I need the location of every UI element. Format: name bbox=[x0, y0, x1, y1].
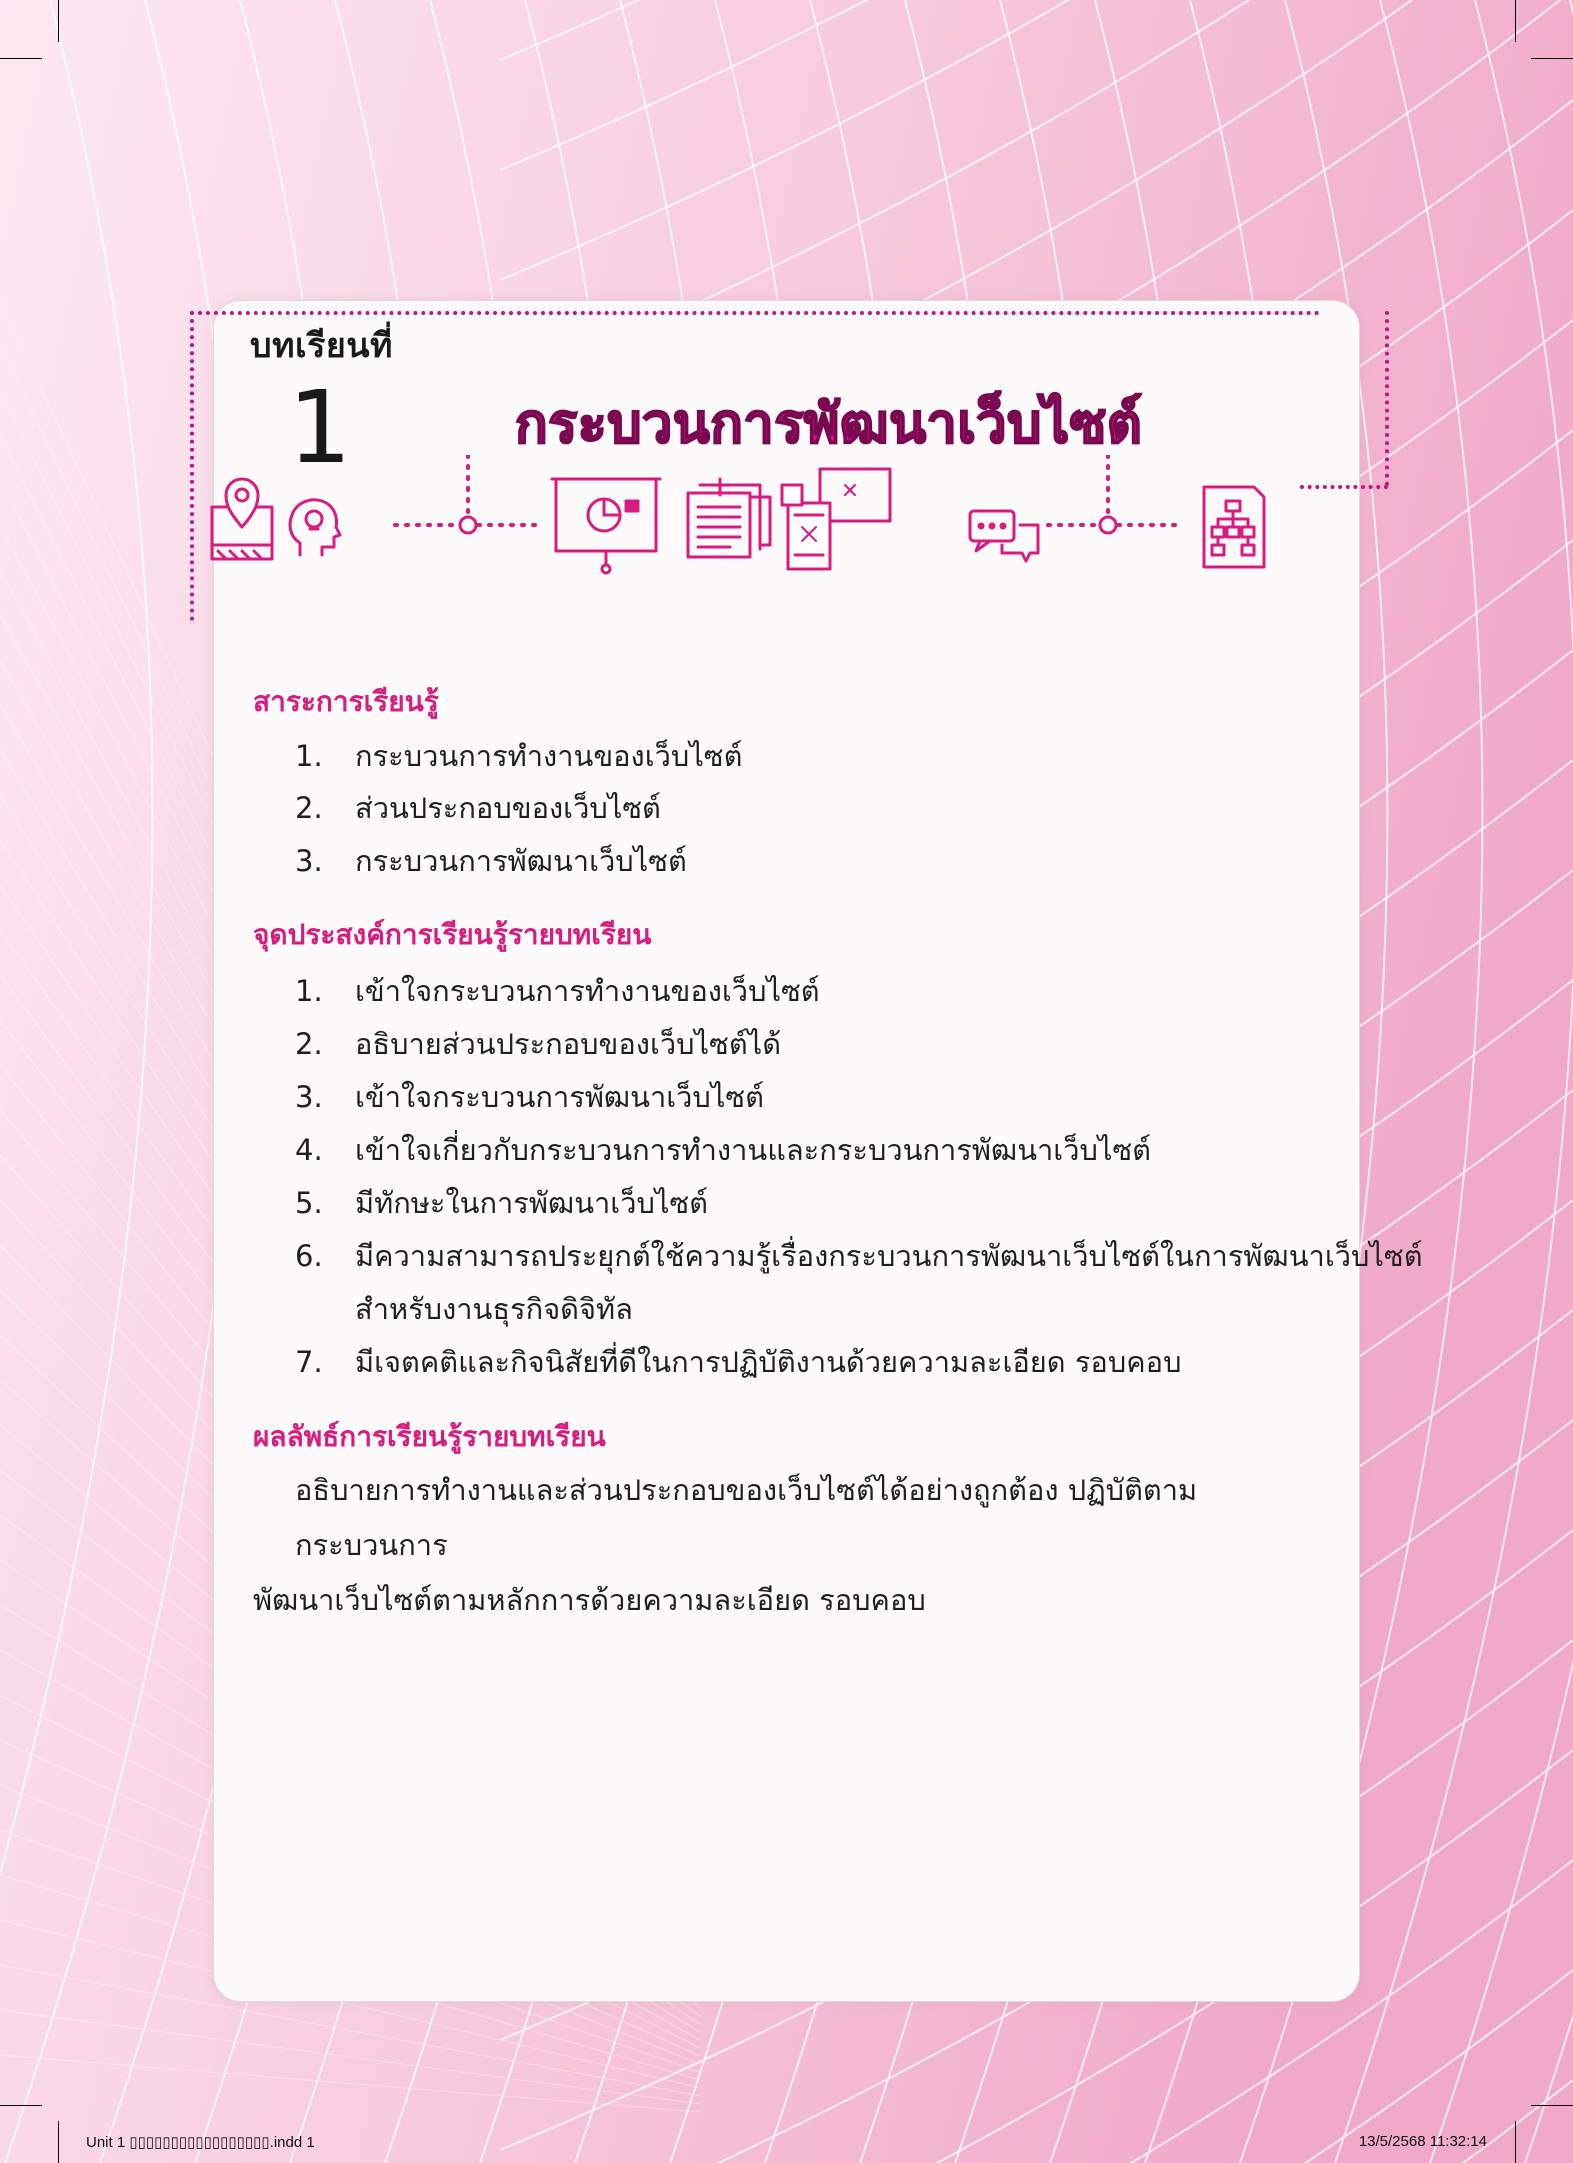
head-lightbulb-icon bbox=[290, 500, 340, 555]
list-item: 2. ส่วนประกอบของเว็บไซต์ bbox=[295, 791, 661, 825]
dotted-line bbox=[190, 311, 1320, 315]
chat-bubbles-icon bbox=[970, 511, 1038, 561]
lesson-number: 1 bbox=[288, 369, 352, 486]
crop-mark bbox=[1515, 0, 1516, 42]
crop-mark bbox=[1515, 2121, 1516, 2163]
list-item: 1. กระบวนการทำงานของเว็บไซต์ bbox=[295, 739, 743, 773]
list-item: 7. มีเจตคติและกิจนิสัยที่ดีในการปฏิบัติงานด้วยความละเอียด รอบคอบ bbox=[295, 1345, 1182, 1379]
crop-mark bbox=[58, 0, 59, 42]
list-item: 4. เข้าใจเกี่ยวกับกระบวนการทำงานและกระบวนการพัฒนาเว็บไซต์ bbox=[295, 1133, 1152, 1167]
crop-mark bbox=[0, 58, 42, 59]
responsive-devices-icon bbox=[782, 469, 890, 569]
chapter-title: กระบวนการพัฒนาเว็บไซต์ bbox=[515, 392, 1143, 455]
list-item: 3. เข้าใจกระบวนการพัฒนาเว็บไซต์ bbox=[295, 1080, 764, 1114]
section-heading-objectives: จุดประสงค์การเรียนรู้รายบทเรียน bbox=[253, 918, 652, 951]
file-slug: Unit 1 ▯▯▯▯▯▯▯▯▯▯▯▯▯▯▯▯▯.indd 1 bbox=[86, 2134, 315, 2151]
section-heading-outcomes: ผลลัพธ์การเรียนรู้รายบทเรียน bbox=[253, 1420, 606, 1453]
paragraph-line: พัฒนาเว็บไซต์ตามหลักการด้วยความละเอียด รอบคอบ bbox=[253, 1583, 926, 1617]
location-pin-icon bbox=[212, 479, 272, 559]
section-heading-content: สาระการเรียนรู้ bbox=[253, 685, 439, 718]
list-item-continuation: สำหรับงานธุรกิจดิจิทัล bbox=[355, 1292, 633, 1326]
crop-mark bbox=[0, 2105, 42, 2106]
icon-strip bbox=[190, 455, 1300, 595]
list-item: 1. เข้าใจกระบวนการทำงานของเว็บไซต์ bbox=[295, 974, 820, 1008]
list-item: 6. มีความสามารถประยุกต์ใช้ความรู้เรื่องกระบวนการพัฒนาเว็บไซต์ในการพัฒนาเว็บไซต์ bbox=[295, 1239, 1423, 1273]
documents-icon bbox=[688, 479, 770, 557]
paragraph-line: อธิบายการทำงานและส่วนประกอบของเว็บไซต์ได้อย่างถูกต้อง ปฏิบัติตามกระบวนการ bbox=[295, 1473, 1198, 1562]
list-item: 2. อธิบายส่วนประกอบของเว็บไซต์ได้ bbox=[295, 1027, 782, 1061]
lesson-label: บทเรียนที่ bbox=[250, 326, 393, 366]
sitemap-document-icon bbox=[1204, 487, 1264, 567]
crop-mark bbox=[58, 2121, 59, 2163]
dotted-line bbox=[1385, 311, 1389, 486]
crop-mark bbox=[1531, 58, 1573, 59]
list-item: 3. กระบวนการพัฒนาเว็บไซต์ bbox=[295, 844, 687, 878]
crop-mark bbox=[1531, 2105, 1573, 2106]
list-item: 5. มีทักษะในการพัฒนาเว็บไซต์ bbox=[295, 1186, 709, 1220]
timestamp: 13/5/2568 11:32:14 bbox=[1358, 2133, 1487, 2150]
presentation-chart-icon bbox=[552, 479, 660, 573]
outcomes-paragraph bbox=[253, 1463, 1338, 1628]
dotted-line bbox=[1300, 485, 1388, 489]
